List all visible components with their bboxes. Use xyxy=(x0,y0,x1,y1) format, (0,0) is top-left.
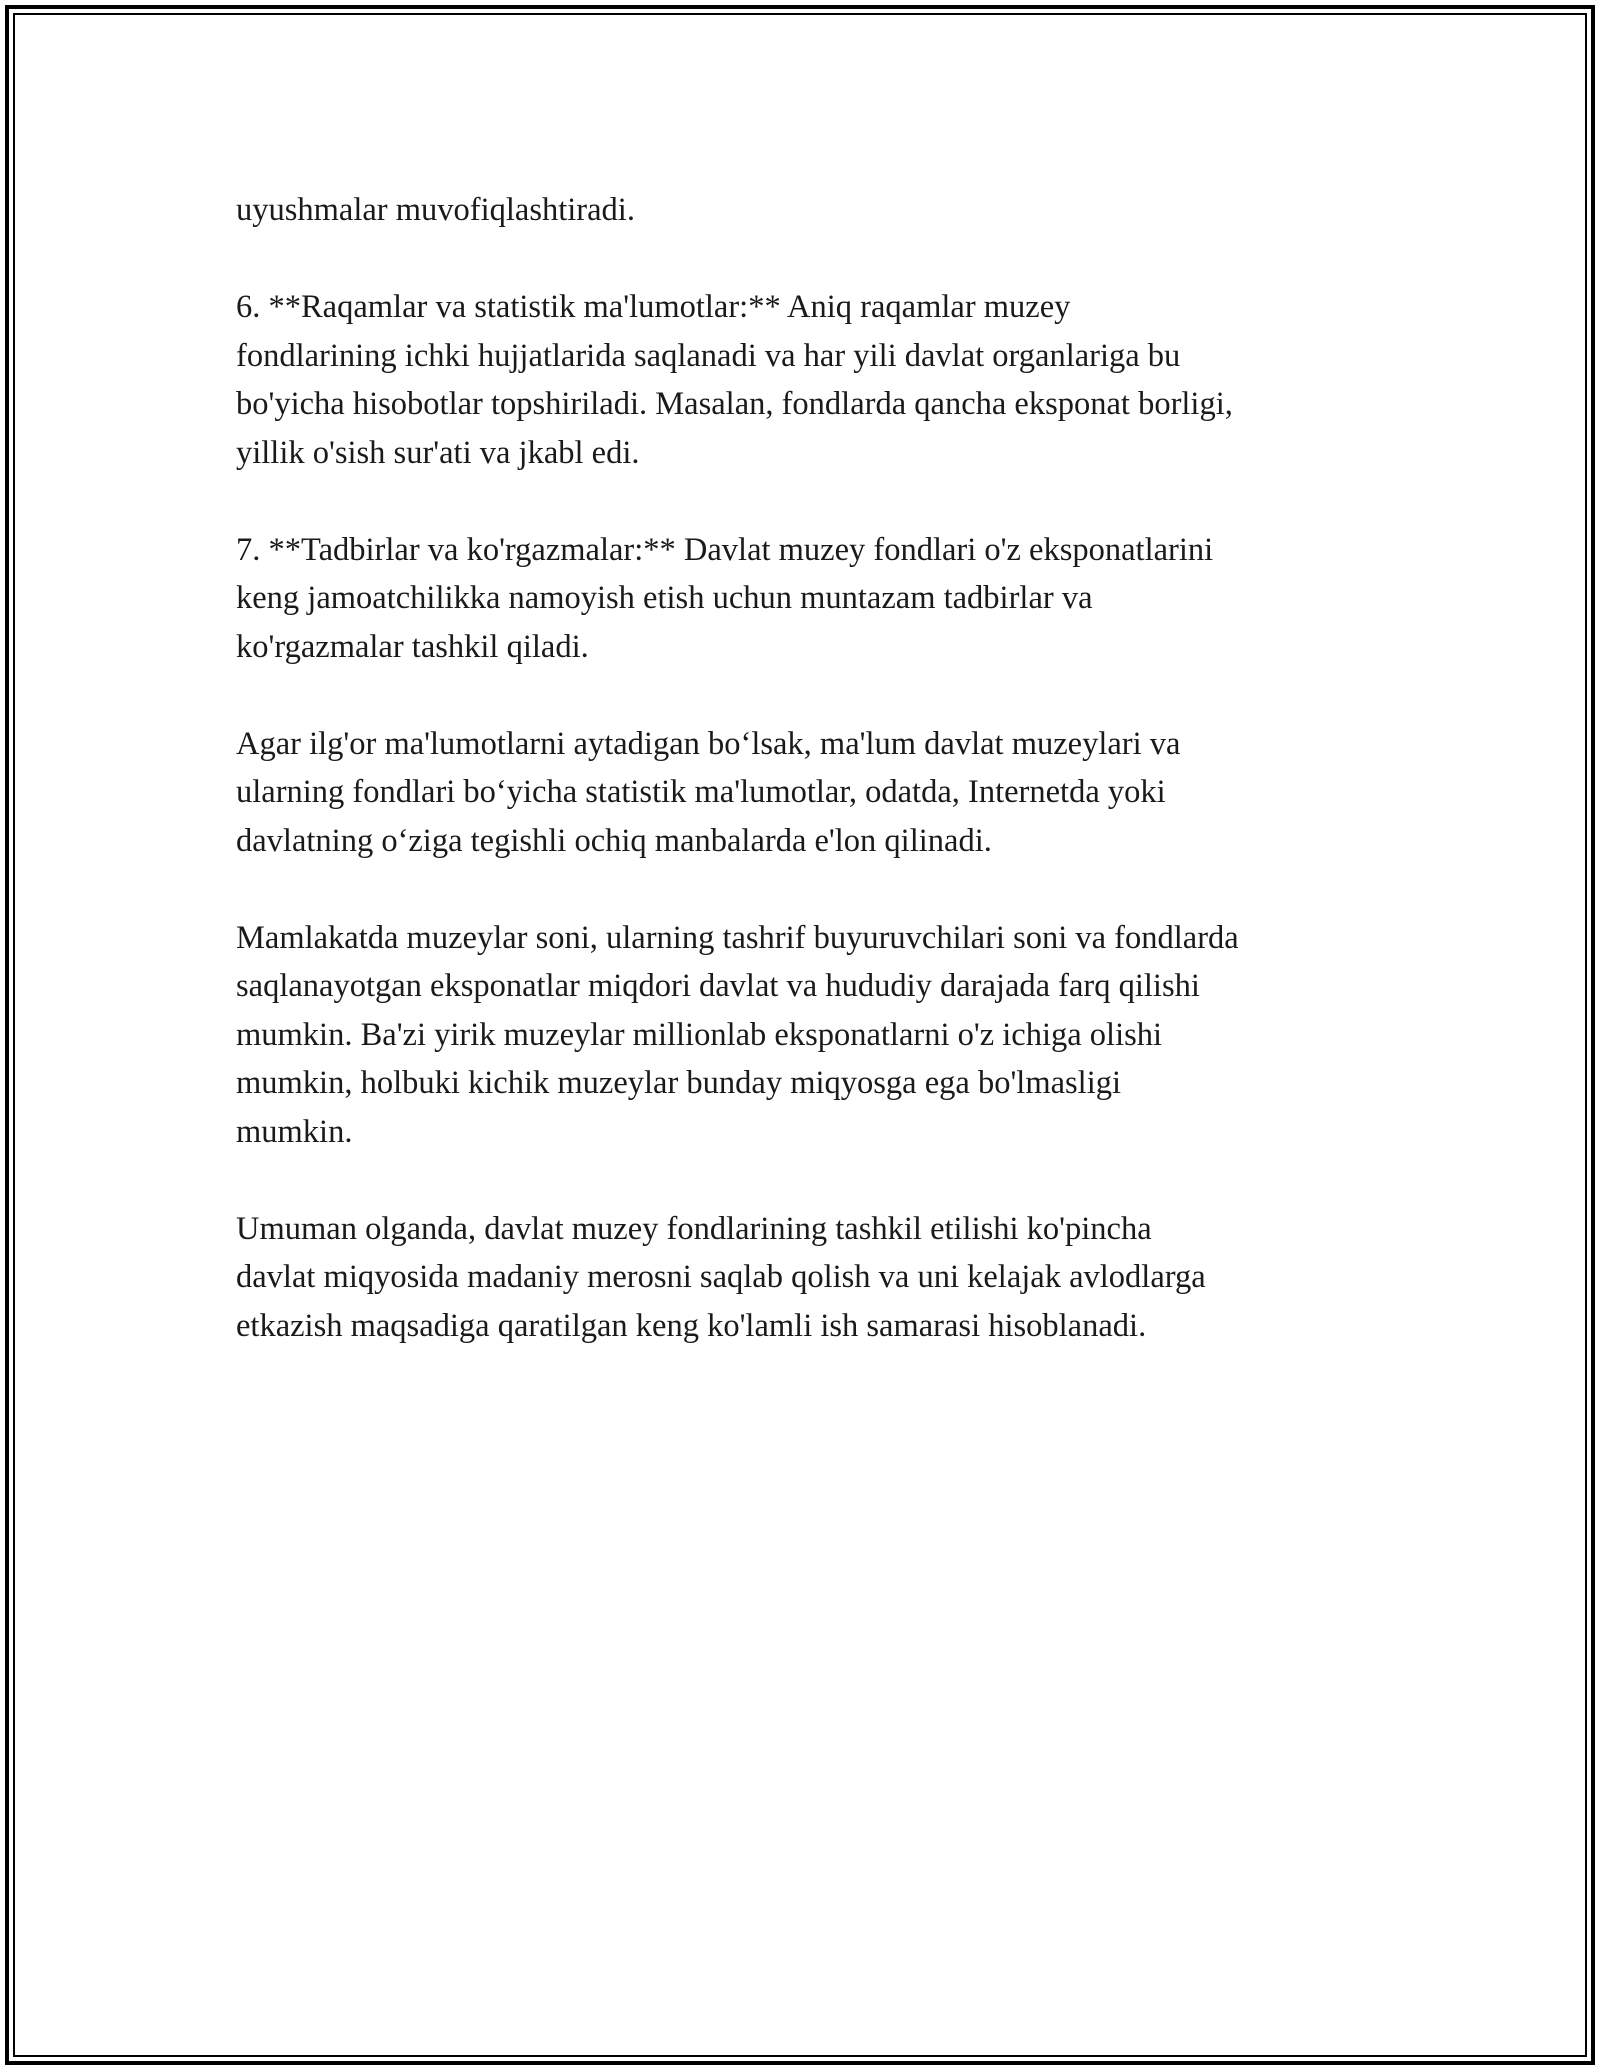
text-line: uyushmalar muvofiqlashtiradi. xyxy=(236,192,635,228)
document-body xyxy=(236,186,1416,1399)
text-line: Agar ilg'or ma'lumotlarni aytadigan boʻlsak, ma'lum davlat muzeylari va xyxy=(236,725,1181,762)
text-line: keng jamoatchilikka namoyish etish uchun muntazam tadbirlar va xyxy=(236,580,1093,616)
text-line: ularning fondlari boʻyicha statistik ma'lumotlar, odatda, Internetda yoki xyxy=(236,774,1166,810)
text-line: saqlanayotgan eksponatlar miqdori davlat va hududiy darajada farq qilishi xyxy=(236,968,1200,1004)
text-line: 6. **Raqamlar va statistik ma'lumotlar:** Aniq raqamlar muzey xyxy=(236,289,1071,325)
text-line: 7. **Tadbirlar va ko'rgazmalar:** Davlat muzey fondlari o'z eksponatlarini xyxy=(236,531,1214,568)
paragraph xyxy=(236,186,1416,235)
text-line: ko'rgazmalar tashkil qiladi. xyxy=(236,628,589,665)
text-line: davlat miqyosida madaniy merosni saqlab qolish va uni kelajak avlodlarga xyxy=(236,1259,1206,1295)
paragraph xyxy=(236,526,1416,672)
text-line: bo'yicha hisobotlar topshiriladi. Masalan, fondlarda qancha eksponat borligi, xyxy=(236,386,1233,422)
paragraph xyxy=(236,1205,1416,1351)
paragraph xyxy=(236,720,1416,866)
text-line: fondlarining ichki hujjatlarida saqlanadi va har yili davlat organlariga bu xyxy=(236,337,1181,374)
text-line: mumkin, holbuki kichik muzeylar bunday miqyosga ega bo'lmasligi xyxy=(236,1065,1122,1101)
paragraph xyxy=(236,914,1416,1157)
paragraph xyxy=(236,283,1416,477)
text-line: yillik o'sish sur'ati va jkabl edi. xyxy=(236,434,640,471)
text-line: mumkin. xyxy=(236,1113,353,1150)
text-line: Umuman olganda, davlat muzey fondlarining tashkil etilishi ko'pincha xyxy=(236,1210,1152,1247)
text-line: mumkin. Ba'zi yirik muzeylar millionlab eksponatlarni o'z ichiga olishi xyxy=(236,1016,1163,1053)
text-line: Mamlakatda muzeylar soni, ularning tashrif buyuruvchilari soni va fondlarda xyxy=(236,919,1239,956)
text-line: davlatning oʻziga tegishli ochiq manbalarda e'lon qilinadi. xyxy=(236,822,992,859)
text-line: etkazish maqsadiga qaratilgan keng ko'lamli ish samarasi hisoblanadi. xyxy=(236,1307,1147,1344)
